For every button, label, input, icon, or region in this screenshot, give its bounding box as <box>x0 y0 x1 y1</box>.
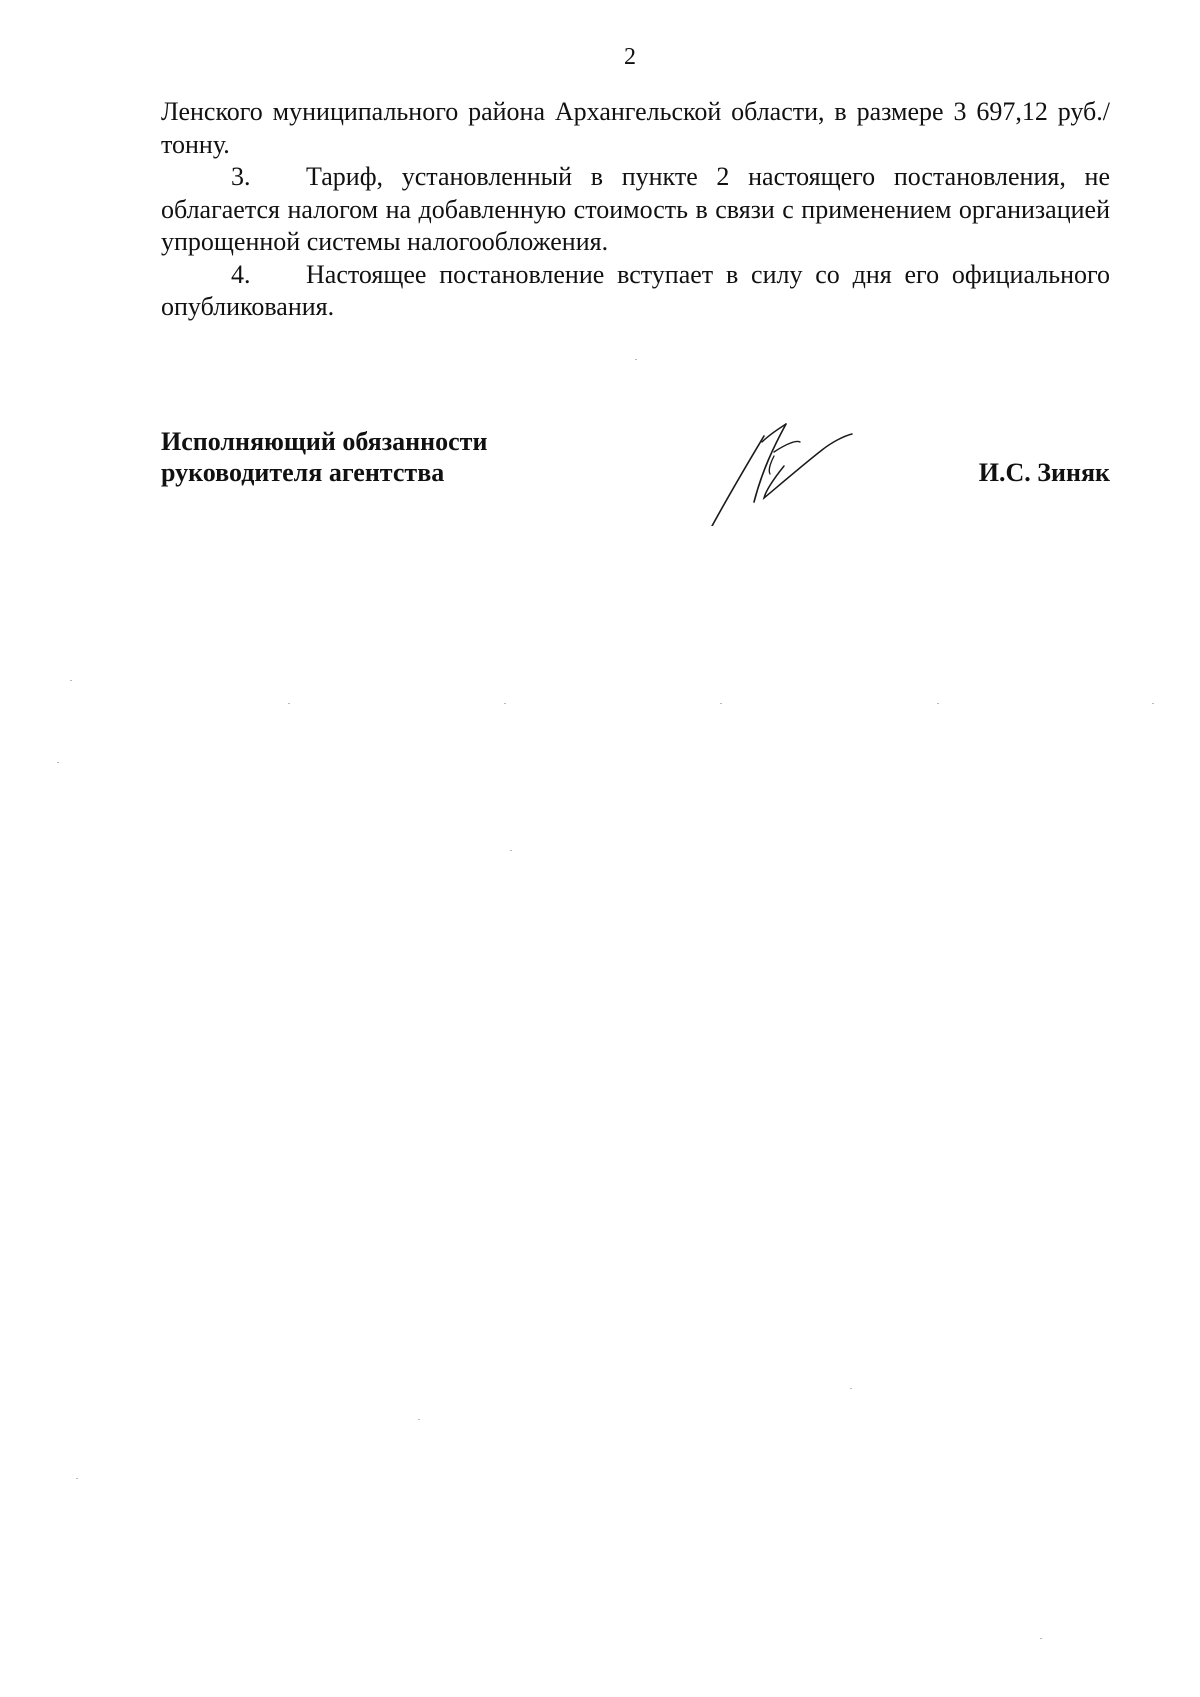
scan-speck <box>1152 703 1154 704</box>
scan-speck <box>418 1419 420 1420</box>
signature-block <box>161 426 1110 546</box>
signer-title-line: Исполняющий обязанности <box>161 427 488 456</box>
scan-speck <box>1040 1638 1042 1639</box>
scan-speck <box>937 703 939 704</box>
paragraph-text: Тариф, установленный в пункте 2 настоящего постановления, не облагается налогом на добавленную стоимость в связи с применением организацией упрощенной системы налогообложения. <box>161 162 1110 256</box>
scan-speck <box>510 850 512 851</box>
paragraph-number: 4. <box>231 259 251 289</box>
paragraph-text: Настоящее постановление вступает в силу со дня его официального опубликования. <box>161 259 1110 321</box>
paragraph-number: 3. <box>231 162 251 191</box>
scan-speck <box>70 680 72 681</box>
scan-speck <box>57 762 59 763</box>
signer-title-line: руководителя агентства <box>161 458 445 487</box>
scan-speck <box>720 703 722 704</box>
paragraph-3 <box>161 161 1110 259</box>
signer-title <box>161 426 487 488</box>
document-body <box>161 96 1110 324</box>
signer-name: И.С. Зиняк <box>978 458 1110 487</box>
handwritten-signature <box>704 416 874 526</box>
paragraph-4 <box>161 259 1110 324</box>
continuation-paragraph: Ленского муниципального района Архангельской области, в размере 3 697,12 руб./тонну. <box>161 97 1110 159</box>
scan-speck <box>635 359 637 360</box>
page-number: 2 <box>624 44 636 70</box>
scan-speck <box>504 703 506 704</box>
scan-speck <box>76 1478 78 1479</box>
scan-speck <box>288 703 290 704</box>
scan-speck <box>850 1388 852 1389</box>
